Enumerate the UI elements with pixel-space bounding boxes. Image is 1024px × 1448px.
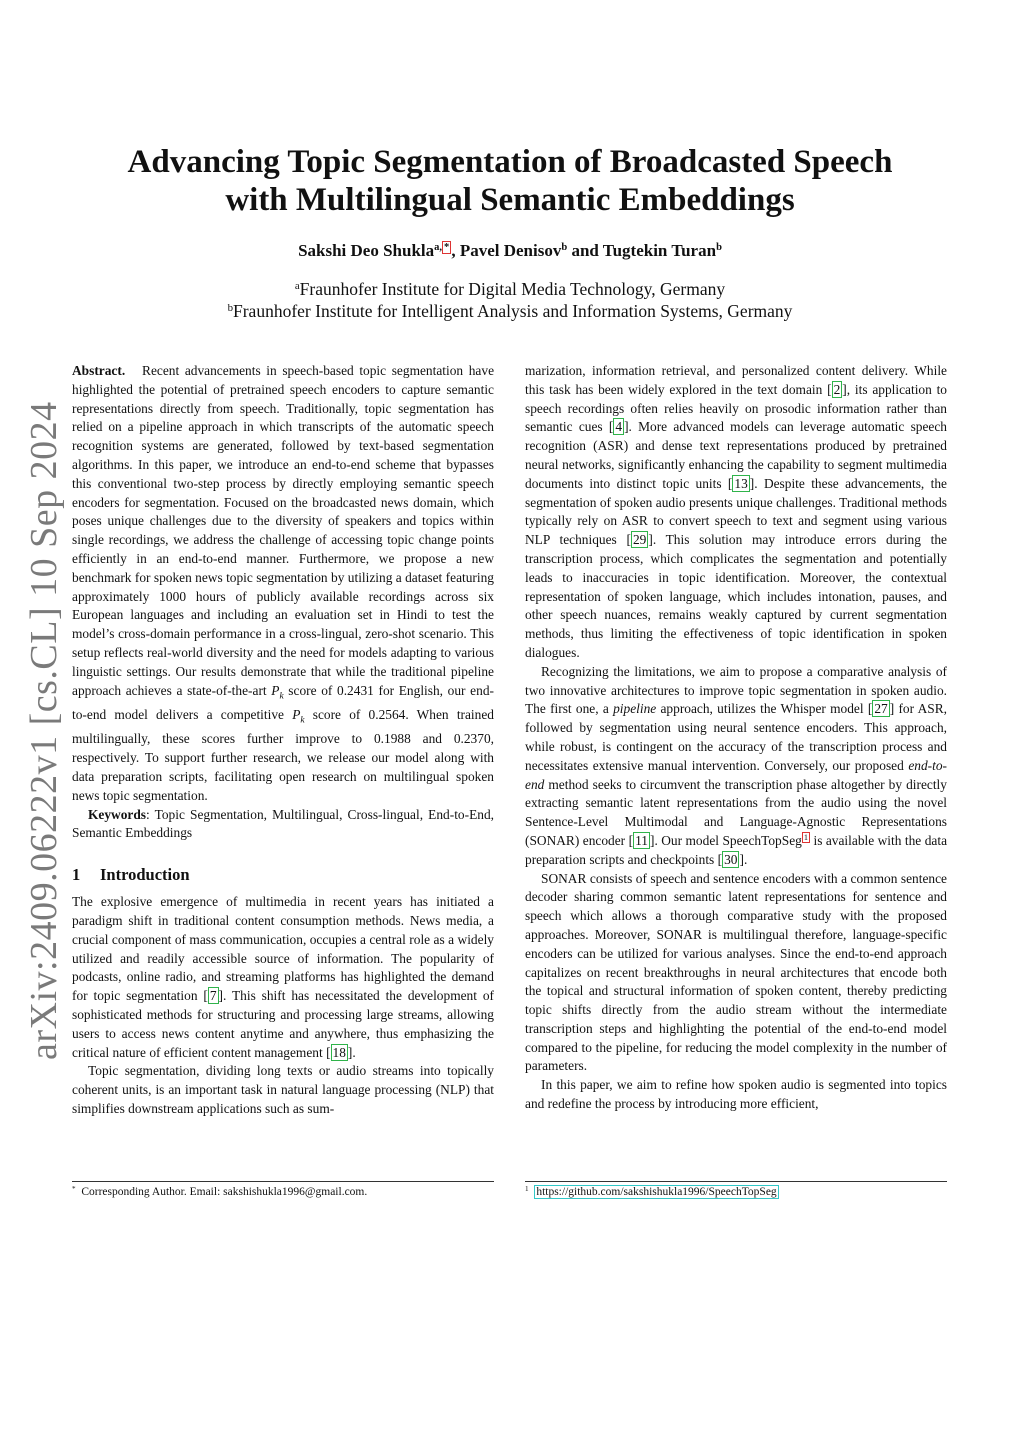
intro-paragraph-5: In this paper, we aim to refine how spoken audio is segmented into topics and redefine the process by introducing more efficient, (525, 1077, 947, 1112)
pk-symbol: $P_k$ (271, 682, 284, 702)
intro-paragraph-1: The explosive emergence of multimedia in recent years has initiated a paradigm shift in traditional content consumption methods. News media, a crucial component of mass communication, occupies a central role as a widely utilized and readily accessible source of information. The popularity of podcasts, online radio, and streaming platforms has highlighted the demand for topic segmentation [ 7 ]. This shift has necessitated the development of sophisticated methods for structuring and processing large streams, allowing users to access news content anytime and anywhere, thus emphasizing the critical nature of efficient content management [ 18 ]. (72, 894, 494, 1060)
author-3-affil: b (716, 242, 722, 254)
title-line-1: Advancing Topic Segmentation of Broadcasted Speech (127, 144, 893, 180)
paper-title (72, 143, 948, 219)
footnote-divider (72, 1181, 494, 1182)
keywords-label: Keywords (88, 806, 147, 822)
left-column (72, 362, 494, 1119)
author-2-affil: b (561, 242, 568, 254)
intro-paragraph-3: Recognizing the limitations, we aim to propose a comparative analysis of two innovative architectures to improve topic segmentation in spoken audio. The first one, a pipeline approach, utilizes the Whisper model [ 27 ] for ASR, followed by segmentation using neural sentence encoders. This approach, while robust, is contingent on the accuracy of the transcription process and necessitates extensive manual intervention. Conversely, our proposed end-to-end method seeks to circumvent the transcription phase altogether by directly extracting semantic latent representations from the audio using the novel Sentence-Level Multimodal and Language-Agnostic Representations (SONAR) encoder [ 11 ]. Our model SpeechTopSeg $^1$ is available with the data preparation scripts and checkpoints [ 30 ]. (525, 663, 948, 867)
affiliations (72, 278, 948, 322)
author-1: Sakshi Deo Shukla (298, 241, 435, 260)
section-heading-introduction: 1 Introduction (72, 865, 190, 885)
citation-link[interactable]: 7 (209, 988, 217, 1004)
abstract: Abstract. Recent advancements in speech-based topic segmentation have highlighted the potential of pretrained speech encoders to capture semantic representations directly from speech. Traditionally, topic segmentation has relied on a pipeline approach in which transcripts of the automatic speech recognition systems are generated, followed by text-based segmentation algorithms. In this paper, we introduce an end-to-end scheme that bypasses this conventional two-step process by directly employing semantic speech encoders for segmentation. Focused on the broadcasted news domain, which poses unique challenges due to the diversity of speakers and topics within single recordings, we address the challenge of accessing topic change points efficiently in an end-to-end manner. Furthermore, we propose a new benchmark for spoken news topic segmentation by utilizing a dataset featuring approximately 1000 hours of publicly available recordings across six European languages and including an evaluation set in Hindi to test the model’s cross-domain performance in a cross-lingual, zero-shot scenario. This setup reflects real-world diversity and the need for models adapting to various linguistic settings. Our results demonstrate that while the traditional pipeline approach achieves a state-of-the-art $P_k$ score of 0.2431 for English, our end-to-end model delivers a competitive $P_k$ score of 0.2564. When trained multilingually, these scores further improve to 0.1988 and 0.2370, respectively. To support further research, we release our model along with data preparation scripts, facilitating open research on multilingual spoken news topic segmentation. (72, 363, 495, 803)
corresponding-footnote-link[interactable]: * (444, 242, 450, 254)
author-list (72, 240, 948, 262)
author-3: and Tugtekin Turan (567, 241, 717, 260)
footnote-corresponding: * Corresponding Author. Email: sakshishukla1996@gmail.com. (72, 1185, 368, 1198)
citation-link[interactable]: 2 (833, 381, 841, 397)
author-1-affil: a, * (434, 242, 450, 254)
github-link[interactable]: https://github.com/sakshishukla1996/SpeechTopSeg (536, 1186, 777, 1198)
citation-link[interactable]: 27 (874, 701, 888, 717)
citation-link[interactable]: 29 (632, 532, 647, 548)
author-2: , Pavel Denisov (451, 241, 562, 260)
citation-link[interactable]: 30 (724, 851, 738, 867)
citation-link[interactable]: 13 (734, 475, 748, 491)
footnote-url: $^1$ https://github.com/sakshishukla1996/SpeechTopSeg (525, 1185, 777, 1198)
citation-link[interactable]: 18 (332, 1044, 346, 1060)
pk-symbol: $P_k$ (292, 707, 305, 726)
citation-link[interactable]: 11 (635, 832, 648, 848)
arxiv-identifier: arXiv:2409.06222v1 [cs.CL] 10 Sep 2024 (23, 401, 65, 1060)
intro-paragraph-2: Topic segmentation, dividing long texts or audio streams into topically coherent units, is an important task in natural language processing (NLP) that simplifies downstream applications such as sum- (72, 1063, 494, 1117)
title-line-2: with Multilingual Semantic Embeddings (225, 182, 795, 218)
footnote-link[interactable]: 1 (803, 833, 808, 843)
intro-paragraph-2-cont: marization, information retrieval, and personalized content delivery. While this task has been widely explored in the text domain [ 2 ], its application to speech recordings often relies heavily on prosodic information rather than semantic cues [ 4 ]. More advanced models can leverage automatic speech recognition (ASR) and dense text representations produced by pretrained neural networks, significantly enhancing the capability to segment multimedia documents into distinct topic units [ 13 ]. Despite these advancements, the segmentation of spoken audio presents unique challenges. Traditional methods typically rely on ASR to convert speech to text and segment using various NLP techniques [ 29 ]. This solution may introduce errors during the transcription process, which complicates the segmentation and potentially leads to inaccuracies in topic identification. Moreover, the contextual representation of spoken language, which includes intonation, pauses, and other speech nuances, remains weakly captured by current segmentation methods, thus limiting the effectiveness of topic identification in spoken dialogues. (525, 363, 948, 660)
keywords: Keywords: Topic Segmentation, Multilingual, Cross-lingual, End-to-End, Semantic Embeddings (72, 806, 494, 841)
right-column (525, 362, 947, 1114)
affiliation-a: $^a$Fraunhofer Institute for Digital Media Technology, Germany (294, 279, 726, 299)
intro-paragraph-4: SONAR consists of speech and sentence encoders with a common sentence decoder sharing common semantic latent representations for sentence and speech which allows a thorough comparative study with the proposed approaches. Moreover, SONAR is multilingual therefore, language-specific encoders can be utilized for various analyses. Since the end-to-end approach capitalizes on recent breakthroughs in neural architectures that encode both the topical and structural information of spoken content, thereby predicting topic shifts directly from the audio stream without the intermediate transcription steps and highlighting the potential of the end-to-end model compared to the pipeline, for reducing the model complexity in the number of parameters. (525, 870, 947, 1074)
abstract-label: Abstract. (72, 363, 126, 378)
footnote-divider (525, 1181, 947, 1182)
citation-link[interactable]: 4 (615, 419, 623, 435)
affiliation-b: $^b$Fraunhofer Institute for Intelligent Analysis and Information Systems, Germany (227, 301, 793, 321)
